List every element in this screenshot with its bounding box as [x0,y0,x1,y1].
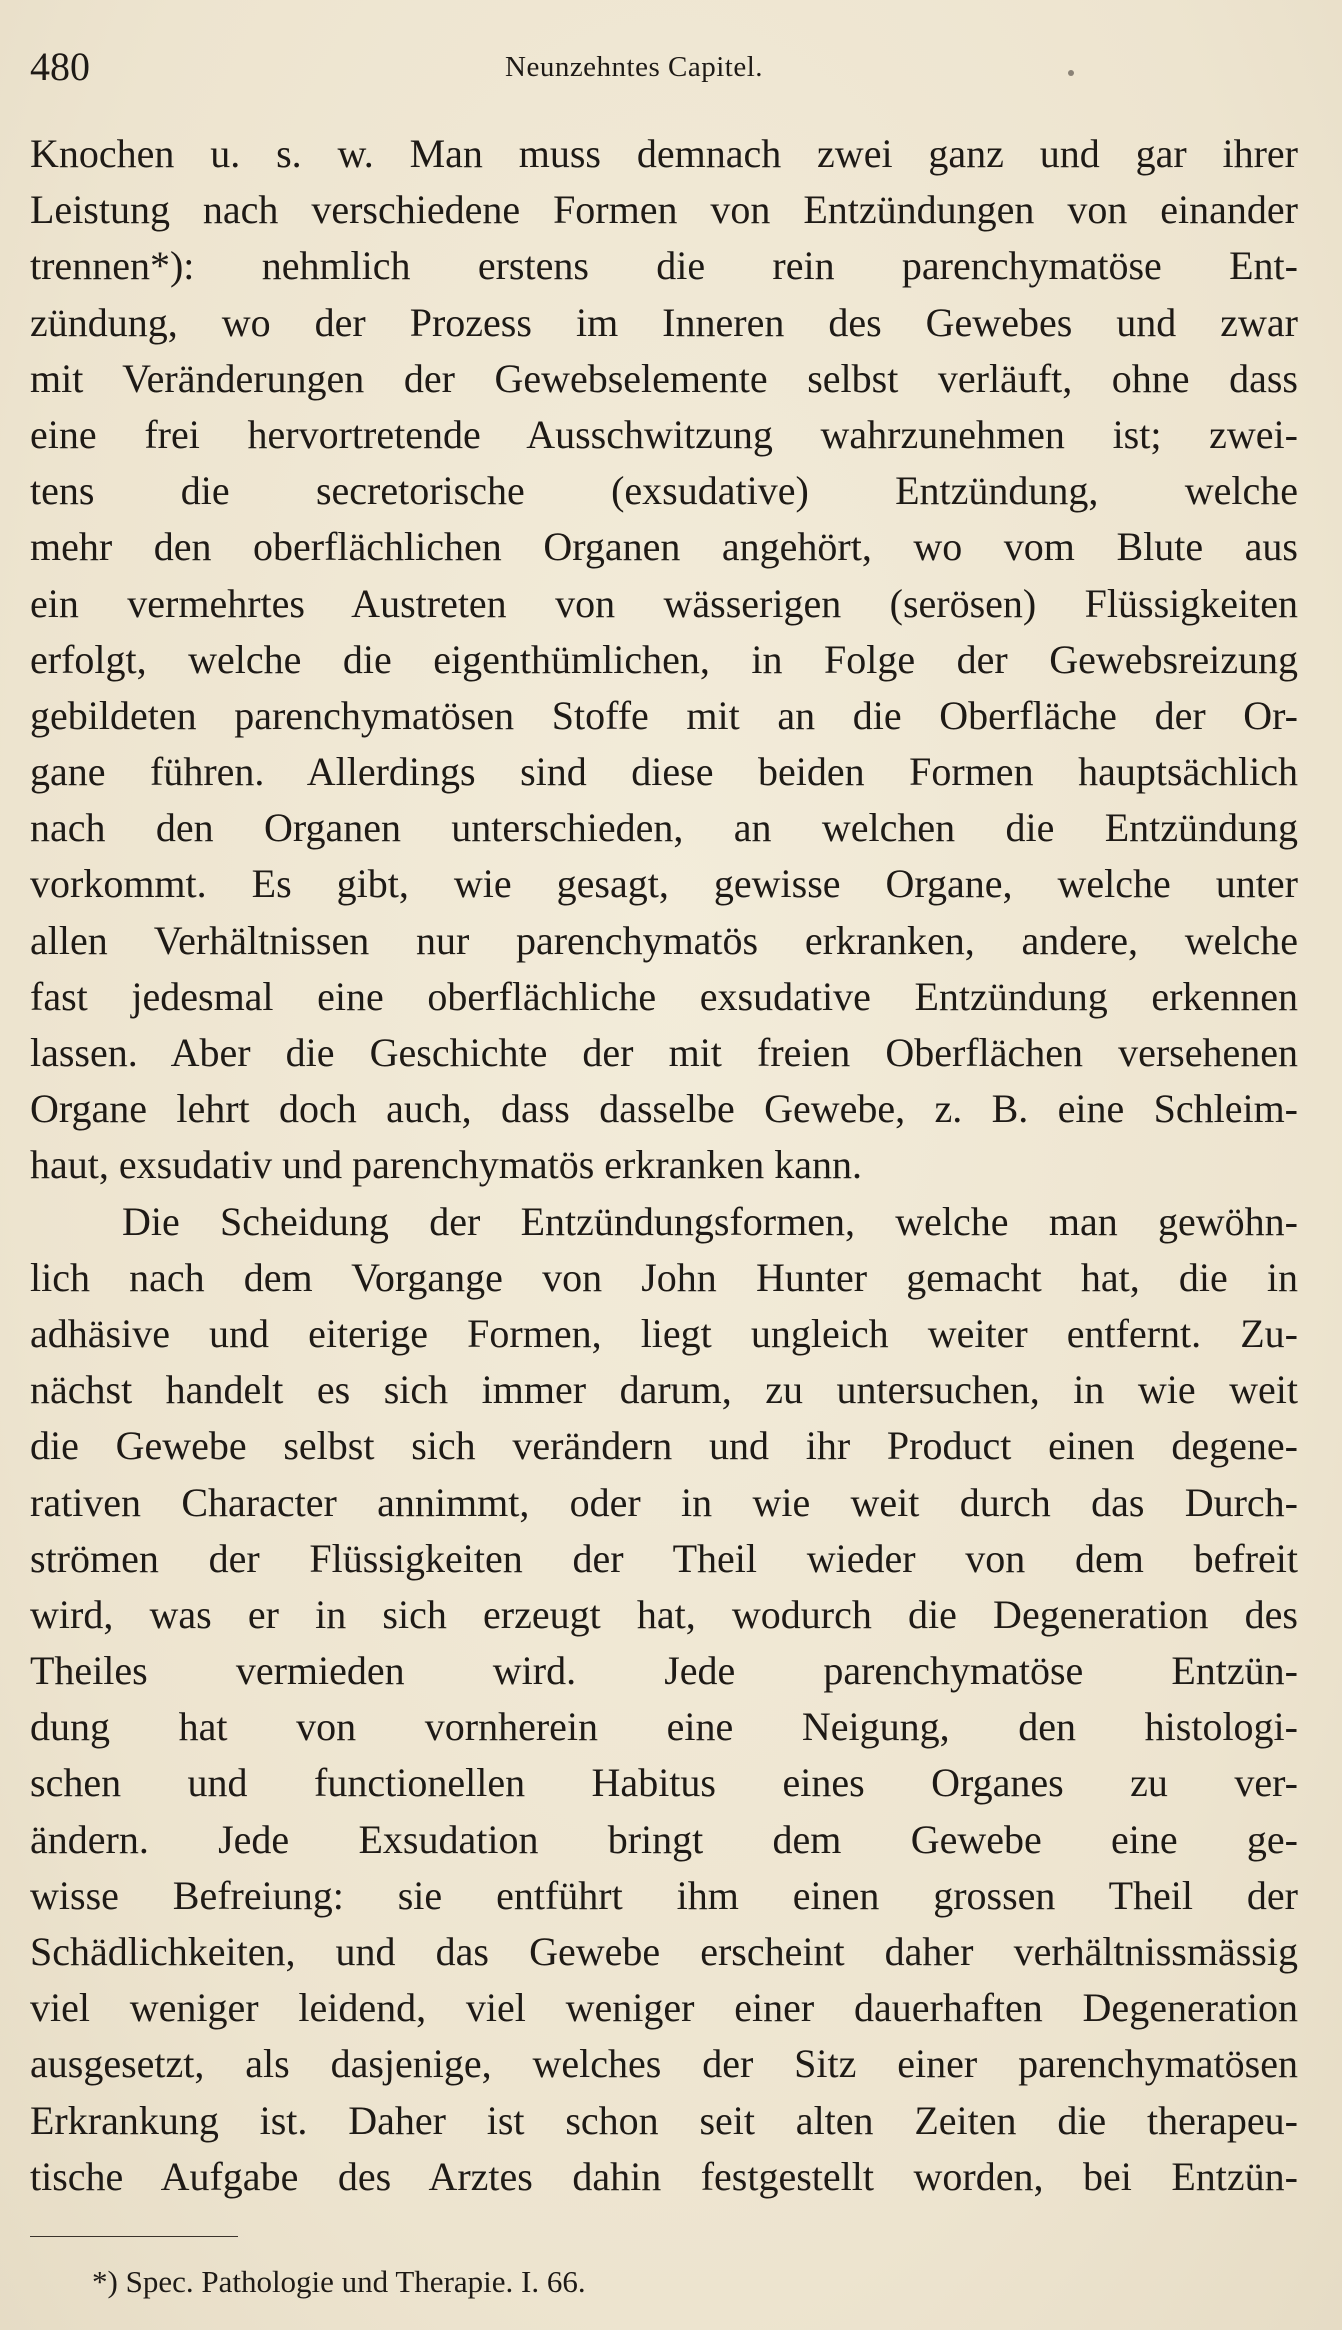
text-line: tens die secretorische (exsudative) Entzündung, welche [30,468,1298,514]
text-line: erfolgt, welche die eigenthümlichen, in Folge der Gewebsreizung [30,636,1298,682]
page-header [30,42,1300,92]
text-line: dung hat von vornherein eine Neigung, den histologi- [30,1704,1298,1750]
text-line: wird, was er in sich erzeugt hat, wodurch die Degeneration des [30,1591,1298,1637]
text-line: Erkrankung ist. Daher ist schon seit alten Zeiten die therapeu- [30,2097,1298,2143]
paper-speck [1068,70,1074,76]
page-number: 480 [30,44,90,89]
text-line: ein vermehrtes Austreten von wässerigen (serösen) Flüssigkeiten [30,580,1298,626]
body-text [30,126,1298,2205]
footnote: *) Spec. Pathologie und Therapie. I. 66. [92,2264,586,2299]
footnote-divider [30,2236,238,2237]
text-line: mit Veränderungen der Gewebselemente selbst verläuft, ohne dass [30,355,1298,401]
text-line: Theiles vermieden wird. Jede parenchymatöse Entzün- [30,1648,1298,1694]
text-line: vorkommt. Es gibt, wie gesagt, gewisse Organe, welche unter [30,861,1298,907]
text-line: die Gewebe selbst sich verändern und ihr Product einen degene- [30,1423,1298,1469]
text-line: haut, exsudativ und parenchymatös erkranken kann. [30,1142,862,1188]
text-line: ausgesetzt, als dasjenige, welches der Sitz einer parenchymatösen [30,2041,1298,2087]
text-line: eine frei hervortretende Ausschwitzung wahrzunehmen ist; zwei- [30,411,1298,457]
text-line: zündung, wo der Prozess im Inneren des Gewebes und zwar [30,299,1298,345]
text-line: gebildeten parenchymatösen Stoffe mit an die Oberfläche der Or- [30,692,1298,738]
text-line: gane führen. Allerdings sind diese beiden Formen hauptsächlich [30,749,1298,795]
text-line: schen und functionellen Habitus eines Organes zu ver- [30,1760,1298,1806]
text-line: lich nach dem Vorgange von John Hunter gemacht hat, die in [30,1254,1298,1300]
text-line: wisse Befreiung: sie entführt ihm einen grossen Theil der [30,1872,1298,1918]
text-line: nach den Organen unterschieden, an welchen die Entzündung [30,805,1298,851]
text-line: fast jedesmal eine oberflächliche exsudative Entzündung erkennen [30,973,1298,1019]
text-line: tische Aufgabe des Arztes dahin festgestellt worden, bei Entzün- [30,2153,1298,2199]
text-line: trennen*): nehmlich erstens die rein parenchymatöse Ent- [30,243,1298,289]
text-line: strömen der Flüssigkeiten der Theil wieder von dem befreit [30,1535,1298,1581]
text-line: adhäsive und eiterige Formen, liegt ungleich weiter entfernt. Zu- [30,1310,1298,1356]
text-line: Leistung nach verschiedene Formen von Entzündungen von einander [30,187,1298,233]
text-line: Knochen u. s. w. Man muss demnach zwei ganz und gar ihrer [30,131,1298,176]
text-line: lassen. Aber die Geschichte der mit freien Oberflächen versehenen [30,1030,1298,1075]
text-line: mehr den oberflächlichen Organen angehört, wo vom Blute aus [30,524,1298,570]
text-line: Die Scheidung der Entzündungsformen, welche man gewöhn- [122,1198,1298,1244]
text-line: allen Verhältnissen nur parenchymatös erkranken, andere, welche [30,917,1298,963]
text-line: nächst handelt es sich immer darum, zu untersuchen, in wie weit [30,1367,1298,1413]
text-line: Organe lehrt doch auch, dass dasselbe Gewebe, z. B. eine Schleim- [30,1086,1298,1132]
text-line: viel weniger leidend, viel weniger einer dauerhaften Degeneration [30,1985,1298,2031]
text-line: ändern. Jede Exsudation bringt dem Gewebe eine ge- [30,1816,1298,1862]
text-line: Schädlichkeiten, und das Gewebe erscheint daher verhältnissmässig [30,1929,1298,1974]
text-line: rativen Character annimmt, oder in wie weit durch das Durch- [30,1479,1298,1525]
running-head: Neunzehntes Capitel. [505,51,764,83]
